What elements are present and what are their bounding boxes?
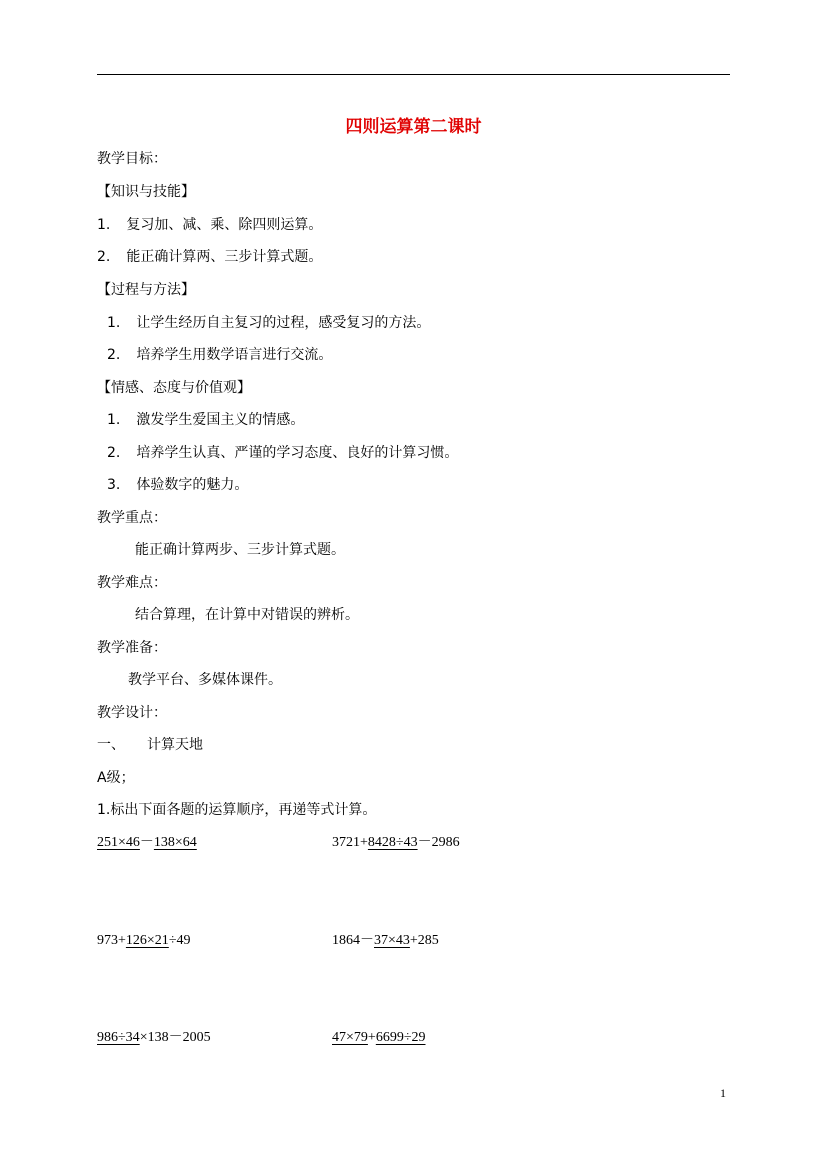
item-number: 1. [107,412,121,428]
item-number: 1. [107,315,121,331]
process-item [107,346,332,364]
expression-term: －2986 [417,835,460,850]
expression-term: +285 [409,933,439,948]
underlined-term: 138×64 [153,835,197,850]
difficulty-heading: 教学难点： [97,575,167,591]
expression-term: － [139,835,154,850]
design-heading: 教学设计： [97,705,167,721]
task-instruction: 1.标出下面各题的运算顺序，再递等式计算。 [97,802,377,818]
underlined-term: 47×79 [332,1030,368,1045]
item-text: 培养学生用数学语言进行交流。 [136,347,333,363]
key-point-heading: 教学重点： [97,510,167,526]
expression-term: ÷49 [168,933,191,948]
page-number: 1 [720,1086,726,1100]
expression-term: ×138－2005 [139,1030,211,1045]
level-label: A级； [97,770,135,786]
section-title: 计算天地 [147,737,203,753]
expression [97,932,191,950]
expression [332,932,439,950]
expression-term: 973+ [97,933,126,948]
item-text: 体验数字的魅力。 [136,477,249,493]
section-heading [97,736,203,754]
item-number: 3. [107,477,121,493]
emotion-item [107,411,304,429]
underlined-term: 251×46 [97,835,140,850]
item-text: 激发学生爱国主义的情感。 [136,412,305,428]
section-number: 一、 [97,737,125,753]
item-number: 1. [97,217,111,233]
underlined-term: 6699÷29 [375,1030,426,1045]
item-number: 2. [107,445,121,461]
preparation-heading: 教学准备： [97,640,167,656]
underlined-term: 37×43 [374,933,410,948]
item-text: 能正确计算两、三步计算式题。 [126,249,323,265]
preparation-text: 教学平台、多媒体课件。 [128,672,282,688]
knowledge-item [97,248,322,266]
goals-heading: 教学目标： [97,151,167,167]
process-heading: 【过程与方法】 [97,282,195,298]
expression [332,1029,426,1047]
underlined-term: 8428÷43 [367,835,418,850]
knowledge-heading: 【知识与技能】 [97,184,195,200]
knowledge-item [97,216,322,234]
underlined-term: 126×21 [125,933,169,948]
emotion-item [107,476,248,494]
item-number: 2. [97,249,111,265]
item-number: 2. [107,347,121,363]
key-point-text: 能正确计算两步、三步计算式题。 [135,542,345,558]
expression-term: + [367,1030,376,1045]
emotion-item [107,444,458,462]
expression [332,834,460,852]
item-text: 培养学生认真、严谨的学习态度、良好的计算习惯。 [136,445,459,461]
expression [97,1029,211,1047]
difficulty-text: 结合算理，在计算中对错误的辨析。 [135,607,359,623]
header-rule [97,74,730,75]
emotion-heading: 【情感、态度与价值观】 [97,380,251,396]
item-text: 复习加、减、乘、除四则运算。 [126,217,323,233]
item-text: 让学生经历自主复习的过程，感受复习的方法。 [136,315,431,331]
expression-term: 1864－ [332,933,374,948]
process-item [107,314,430,332]
expression-term: 3721+ [332,835,368,850]
underlined-term: 986÷34 [97,1030,140,1045]
page-title: 四则运算第二课时 [345,117,482,137]
expression [97,834,197,852]
